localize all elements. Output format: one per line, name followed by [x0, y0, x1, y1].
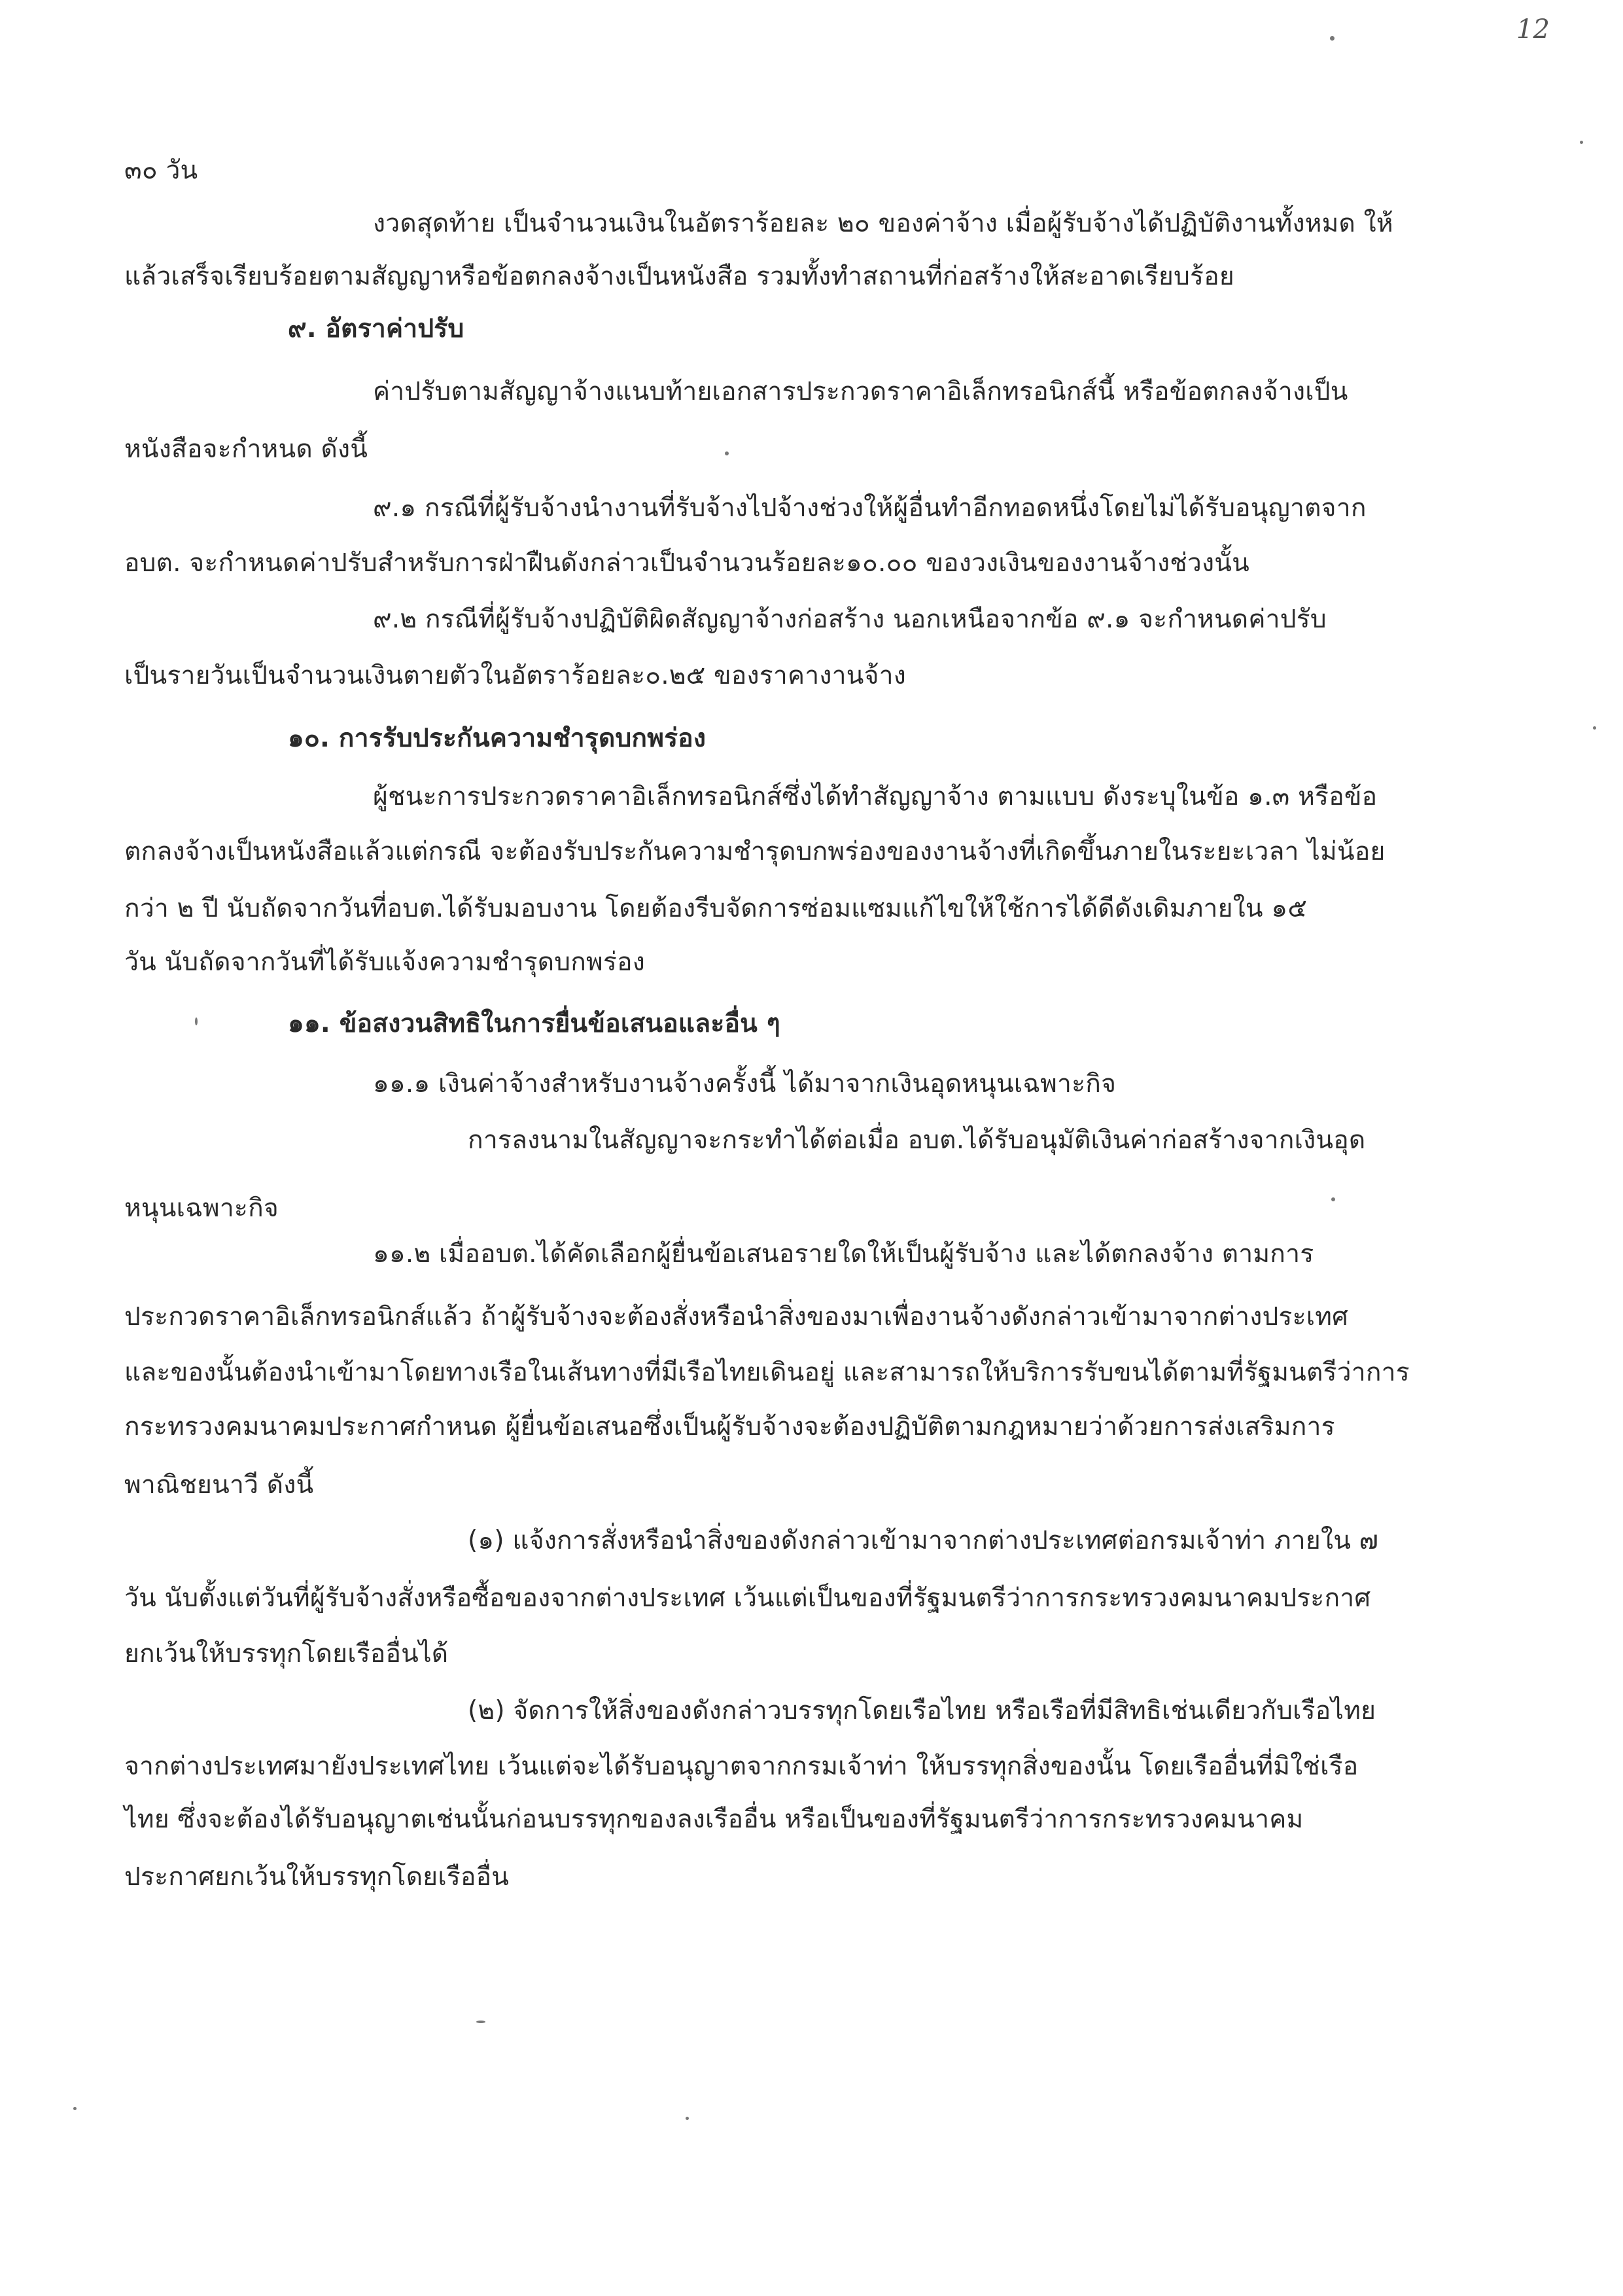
text-line: ผู้ชนะการประกวดราคาอิเล็กทรอนิกส์ซึ่งได้ทำสัญญาจ้าง ตามแบบ ดังระบุในข้อ ๑.๓ หรือข้อ [373, 782, 1378, 811]
text-line: แล้วเสร็จเรียบร้อยตามสัญญาหรือข้อตกลงจ้างเป็นหนังสือ รวมทั้งทำสถานที่ก่อสร้างให้สะอาดเรียบร้อย [124, 262, 1234, 291]
text-line: (๑) แจ้งการสั่งหรือนำสิ่งของดังกล่าวเข้ามาจากต่างประเทศต่อกรมเจ้าท่า ภายใน ๗ [468, 1526, 1379, 1555]
scan-speck [476, 2021, 485, 2023]
text-line: ค่าปรับตามสัญญาจ้างแนบท้ายเอกสารประกวดราคาอิเล็กทรอนิกส์นี้ หรือข้อตกลงจ้างเป็น [373, 377, 1348, 406]
text-line: ๑๑.๑ เงินค่าจ้างสำหรับงานจ้างครั้งนี้ ได้มาจากเงินอุดหนุนเฉพาะกิจ [373, 1069, 1117, 1099]
section-heading: ๑๐. การรับประกันความชำรุดบกพร่อง [288, 724, 707, 753]
scan-speck [1580, 141, 1583, 144]
text-line: ๙.๑ กรณีที่ผู้รับจ้างนำงานที่รับจ้างไปจ้างช่วงให้ผู้อื่นทำอีกทอดหนึ่งโดยไม่ได้รับอนุญาตจาก [373, 493, 1367, 523]
text-line: การลงนามในสัญญาจะกระทำได้ต่อเมื่อ อบต.ได้รับอนุมัติเงินค่าก่อสร้างจากเงินอุด [468, 1125, 1366, 1155]
text-line: ตกลงจ้างเป็นหนังสือแล้วแต่กรณี จะต้องรับประกันความชำรุดบกพร่องของงานจ้างที่เกิดขึ้นภายในระยะเวลา ไม่น้อย [124, 837, 1386, 866]
text-line: หนังสือจะกำหนด ดังนี้ [124, 434, 368, 464]
text-line: ประกวดราคาอิเล็กทรอนิกส์แล้ว ถ้าผู้รับจ้างจะต้องสั่งหรือนำสิ่งของมาเพื่องานจ้างดังกล่าวเข้ามาจากต่างประเทศ [124, 1302, 1349, 1332]
text-line: ยกเว้นให้บรรทุกโดยเรืออื่นได้ [124, 1639, 449, 1669]
scan-speck [1330, 36, 1335, 41]
text-line: ๓๐ วัน [124, 156, 198, 185]
text-line: กระทรวงคมนาคมประกาศกำหนด ผู้ยื่นข้อเสนอซึ่งเป็นผู้รับจ้างจะต้องปฏิบัติตามกฎหมายว่าด้วยการส่งเสริมการ [124, 1412, 1335, 1441]
scan-speck [195, 1017, 198, 1025]
scan-speck [686, 2117, 689, 2120]
text-line: (๒) จัดการให้สิ่งของดังกล่าวบรรทุกโดยเรือไทย หรือเรือที่มีสิทธิเช่นเดียวกับเรือไทย [468, 1696, 1376, 1725]
text-line: หนุนเฉพาะกิจ [124, 1193, 279, 1223]
text-line: อบต. จะกำหนดค่าปรับสำหรับการฝ่าฝืนดังกล่าวเป็นจำนวนร้อยละ๑๐.๐๐ ของวงเงินของงานจ้างช่วงนั้น [124, 548, 1249, 578]
section-heading: ๑๑. ข้อสงวนสิทธิในการยื่นข้อเสนอและอื่น ๆ [288, 1009, 780, 1038]
text-line: วัน นับถัดจากวันที่ได้รับแจ้งความชำรุดบกพร่อง [124, 947, 645, 977]
scan-speck [73, 2107, 77, 2110]
scan-speck [725, 451, 729, 455]
section-heading: ๙. อัตราค่าปรับ [288, 314, 464, 344]
text-line: จากต่างประเทศมายังประเทศไทย เว้นแต่จะได้รับอนุญาตจากกรมเจ้าท่า ให้บรรทุกสิ่งของนั้น โดยเรืออื่นที่มิใช่เรือ [124, 1752, 1359, 1781]
text-line: เป็นรายวันเป็นจำนวนเงินตายตัวในอัตราร้อยละ๐.๒๕ ของราคางานจ้าง [124, 661, 907, 690]
scan-speck [1331, 1197, 1335, 1201]
text-line: ๑๑.๒ เมื่ออบต.ได้คัดเลือกผู้ยื่นข้อเสนอรายใดให้เป็นผู้รับจ้าง และได้ตกลงจ้าง ตามการ [373, 1239, 1314, 1269]
text-line: และของนั้นต้องนำเข้ามาโดยทางเรือในเส้นทางที่มีเรือไทยเดินอยู่ และสามารถให้บริการรับขนได้ตามที่รัฐมนตรีว่าการ [124, 1358, 1410, 1387]
text-line: งวดสุดท้าย เป็นจำนวนเงินในอัตราร้อยละ ๒๐ ของค่าจ้าง เมื่อผู้รับจ้างได้ปฏิบัติงานทั้งหมด ให้ [373, 209, 1393, 238]
text-line: กว่า ๒ ปี นับถัดจากวันที่อบต.ได้รับมอบงาน โดยต้องรีบจัดการซ่อมแซมแก้ไขให้ใช้การได้ดีดังเดิมภายใน ๑๕ [124, 894, 1308, 923]
text-line: วัน นับตั้งแต่วันที่ผู้รับจ้างสั่งหรือซื้อของจากต่างประเทศ เว้นแต่เป็นของที่รัฐมนตรีว่าการกระทรวงคมนาคมประกาศ [124, 1583, 1371, 1613]
page-number: 12 [1516, 14, 1550, 44]
text-line: ประกาศยกเว้นให้บรรทุกโดยเรืออื่น [124, 1862, 510, 1892]
text-line: ๙.๒ กรณีที่ผู้รับจ้างปฏิบัติผิดสัญญาจ้างก่อสร้าง นอกเหนือจากข้อ ๙.๑ จะกำหนดค่าปรับ [373, 605, 1327, 634]
text-line: พาณิชยนาวี ดังนี้ [124, 1470, 314, 1500]
text-line: ไทย ซึ่งจะต้องได้รับอนุญาตเช่นนั้นก่อนบรรทุกของลงเรืออื่น หรือเป็นของที่รัฐมนตรีว่าการกระทรวงคมนาคม [124, 1805, 1304, 1834]
scan-speck [1593, 726, 1596, 730]
